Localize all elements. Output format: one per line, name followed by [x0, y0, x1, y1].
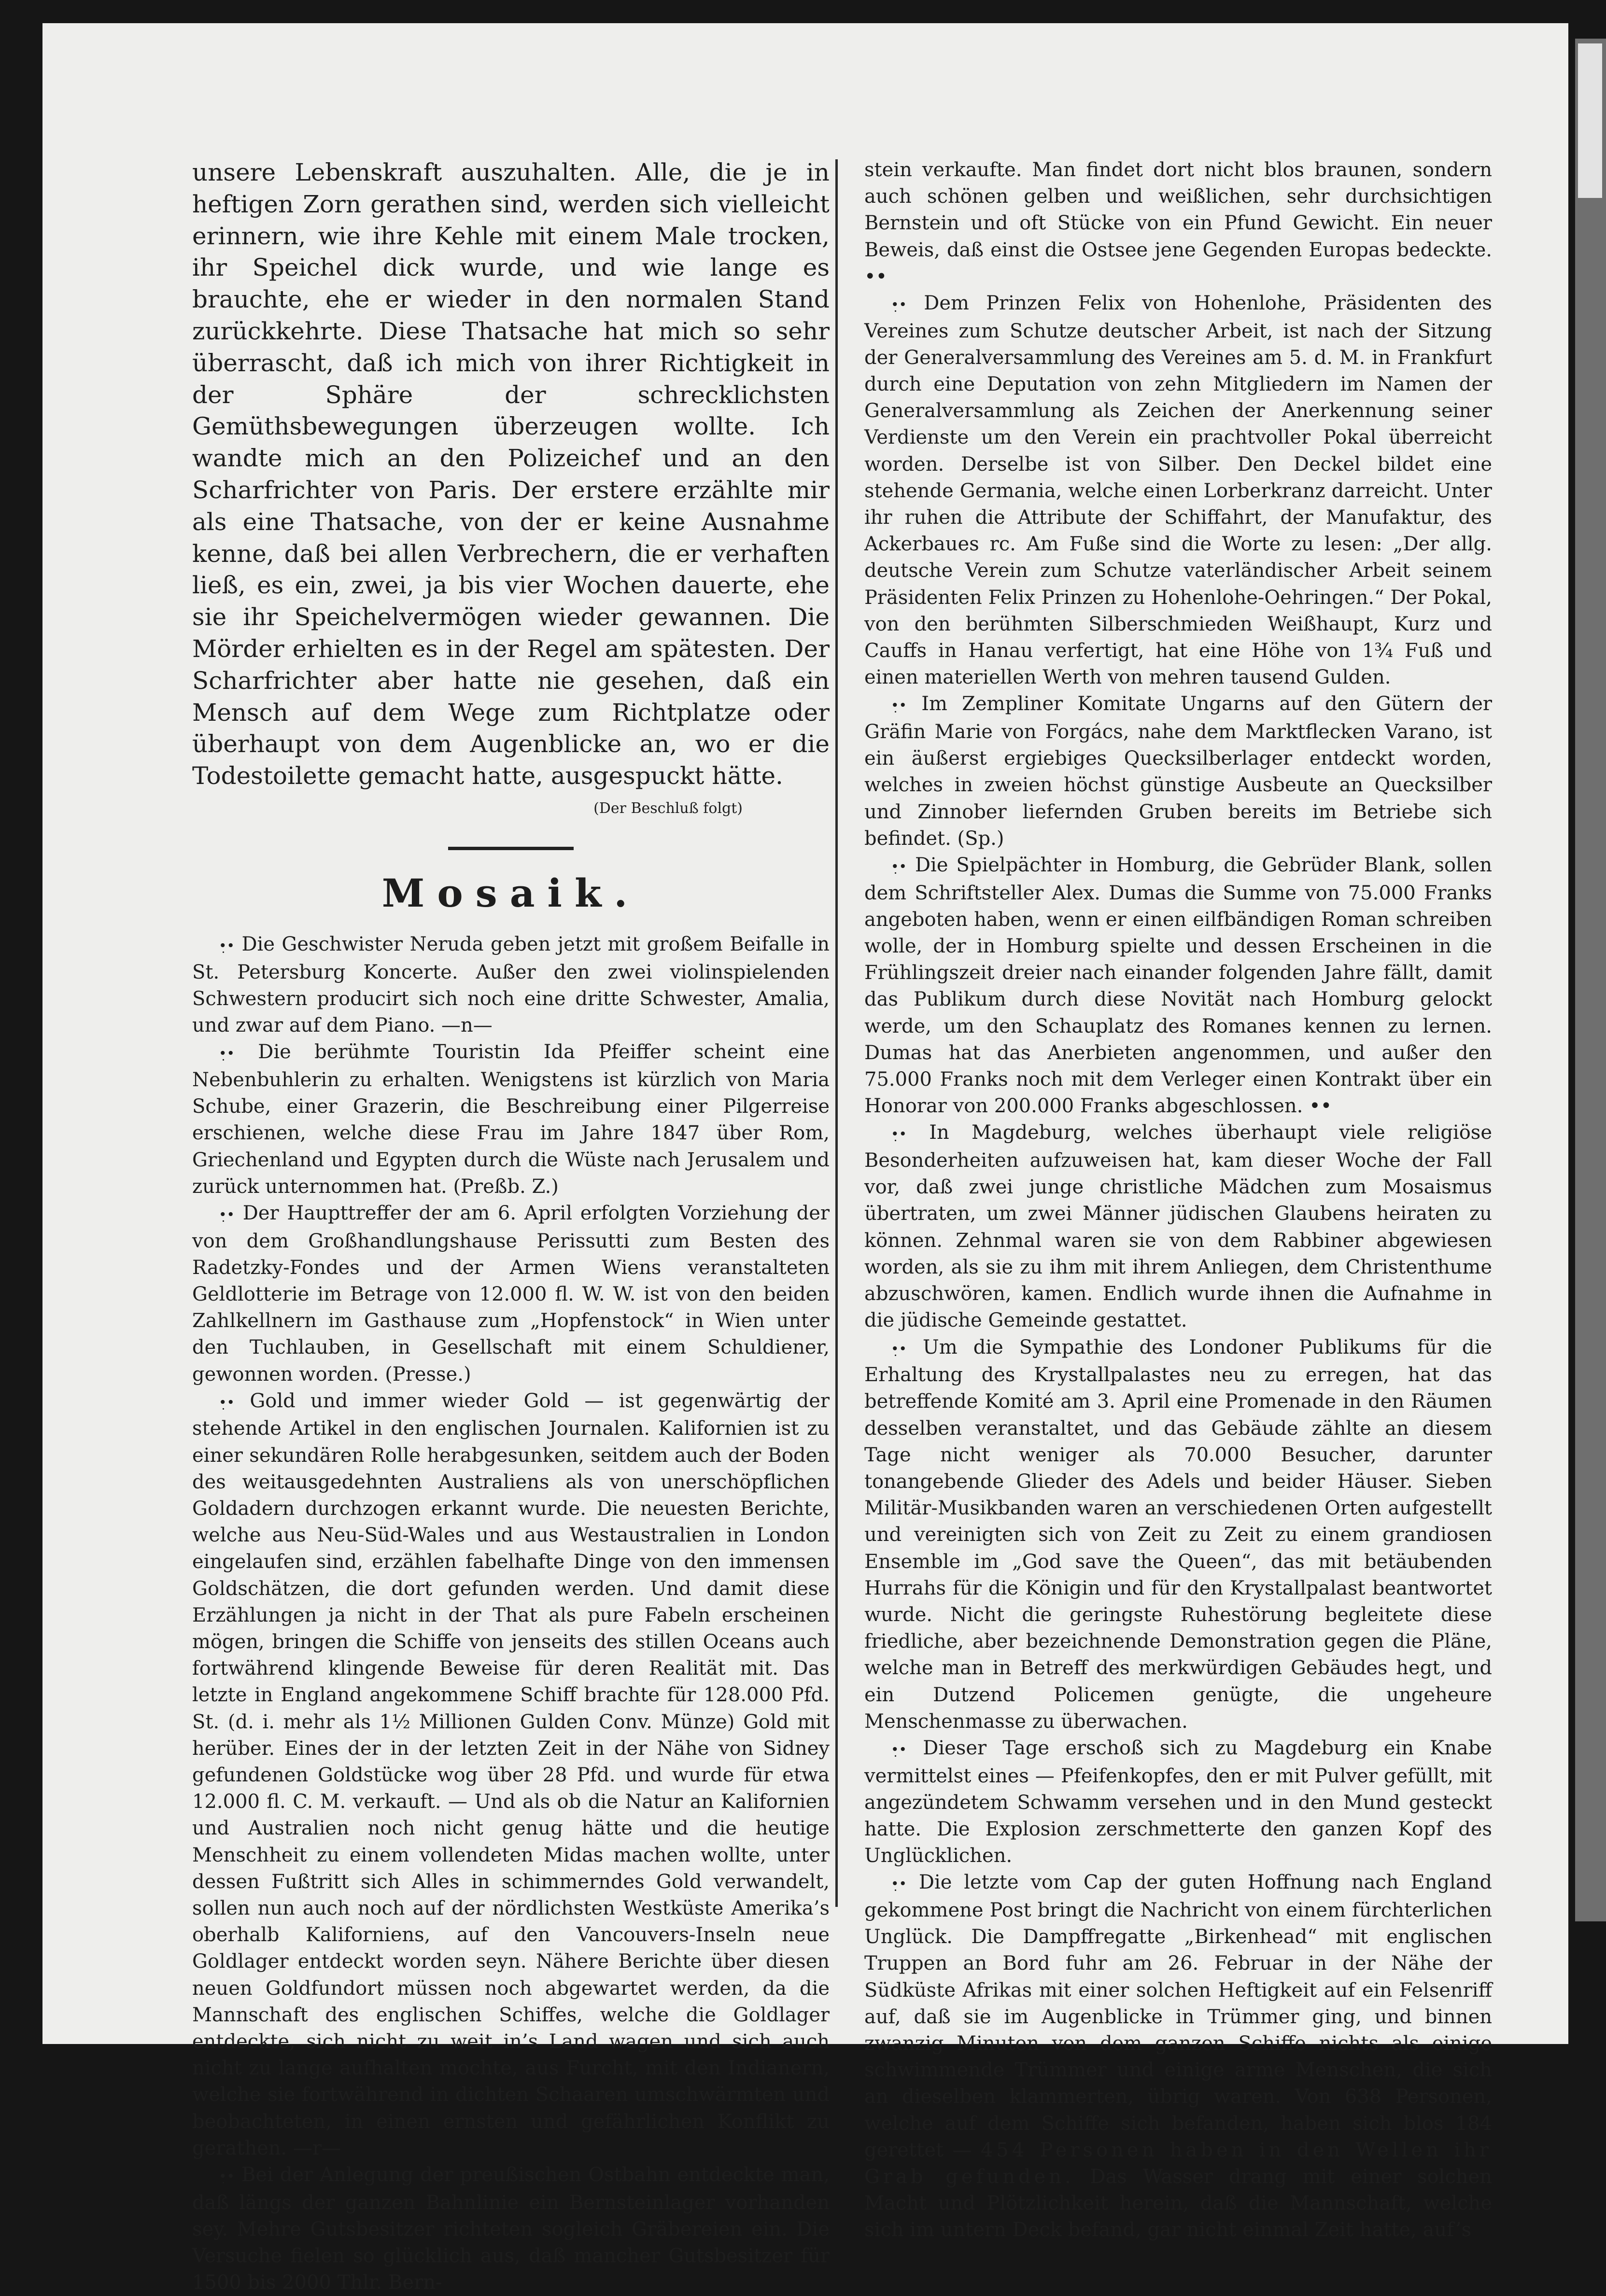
next-page-corner	[1578, 43, 1602, 198]
item-marker-icon: •̣•	[891, 1876, 907, 1892]
item-marker-icon: •̣•	[219, 2168, 235, 2184]
news-item	[192, 2162, 830, 2296]
item-marker-icon: •̣•	[891, 1126, 907, 1142]
article-continuation: unsere Lebenskraft auszuhalten. Alle, die je in heftigen Zorn gerathen sind, werden sich vielleicht erinnern, wie ihre Kehle mit einem Male trocken, ihr Speichel dick wurde, und wie lange es brauchte, ehe er wieder in den normalen Stand zurückkehrte. Diese Thatsache hat mich so sehr überrascht, daß ich mich von ihrer Richtigkeit in der Sphäre der schrecklichsten Gemüthsbewegungen überzeugen wollte. Ich wandte mich an den Polizeichef und an den Scharfrichter von Paris. Der erstere erzählte mir als eine Thatsache, von der er keine Ausnahme kenne, daß bei allen Verbrechern, die er verhaften ließ, es ein, zwei, ja bis vier Wochen dauerte, ehe sie ihr Speichelvermögen wieder gewannen. Die Mörder erhielten es in der Regel am spätesten. Der Scharfrichter aber hatte nie gesehen, daß ein Mensch auf dem Wege zum Richtplatze oder überhaupt von dem Augenblicke an, wo er die Todestoilette gemacht hatte, ausgespuckt hätte.	[192, 158, 830, 790]
news-item-source: (Preßb. Z.)	[453, 1175, 559, 1198]
news-item-source: (Sp.)	[957, 827, 1004, 850]
news-item-continuation	[864, 157, 1492, 290]
right-column	[864, 157, 1493, 2241]
news-item-text: stein verkaufte. Man findet dort nicht blos braunen, sondern auch schönen gelben und weißlichen, sehr durchsichtigen Bernstein und oft Stücke von ein Pfund Gewicht. Ein neuer Beweis, daß einst die Ostsee jene Gegenden Europas bedeckte.	[864, 159, 1492, 261]
news-item	[864, 1869, 1492, 2243]
news-item-text: Bei der Anlegung der preußischen Ostbahn entdeckte man, daß längs der ganzen Bahnlinie ein Bernsteinlager vorhanden sey. Mehre Gutsbesitzer richteten sogleich Gräbereien ein. Die Versuche fielen so glücklich aus, daß mancher Gutsbesitzer für 1500 bis 2000 Thlr. Bern-	[192, 2164, 830, 2294]
news-item-text: In Magdeburg, welches überhaupt viele religiöse Besonderheiten aufzuweisen hat, kam dieser Woche der Fall vor, daß zwei junge christliche Mädchen zum Mosaismus übertraten, um zwei Männer jüdischen Glaubens heiraten zu können. Zehnmal waren sie von dem Rabbiner abgewiesen worden, als sie zu ihm mit ihrem Anliegen, dem Christenthume abzuschwören, kamen. Endlich wurde ihnen die Aufnahme in die jüdische Gemeinde gestattet.	[864, 1121, 1493, 1332]
news-item	[864, 1334, 1492, 1735]
item-marker-icon: •̣•	[219, 1206, 235, 1223]
news-item-source: —n—	[441, 1014, 493, 1037]
section-rule	[448, 847, 574, 850]
news-item-text: Dieser Tage erschoß sich zu Magdeburg ein Knabe vermittelst eines — Pfeifenkopfes, den er mit Pulver gefüllt, mit angezündetem Schwamm versehen und in den Mund gesteckt hatte. Die Explosion zerschmetterte den ganzen Kopf des Unglücklichen.	[864, 1736, 1492, 1867]
section-heading: Mosaik.	[381, 870, 640, 916]
news-item-text: Dem Prinzen Felix von Hohenlohe, Präsidenten des Vereines zum Schutze deutscher Arbeit, ist nach der Sitzung der Generalversammlung des Vereines am 5. d. M. in Frankfurt durch eine Deputation von zehn Mitgliedern im Namen der Generalversammlung als Zeichen der Anerkennung seiner Verdienste um den Verein ein prachtvoller Pokal überreicht worden. Derselbe ist von Silber. Den Deckel bildet eine stehende Germania, welche einen Lorberkranz darreicht. Unter ihr ruhen die Attribute der Schiffahrt, der Manufaktur, des Ackerbaues rc. Am Fuße sind die Worte zu lesen: „Der allg. deutsche Verein zum Schutze vaterländischer Arbeit seinem Präsidenten Felix Prinzen zu Hohenlohe-Oehringen.“ Der Pokal, von den berühmten Silberschmieden Weißhaupt, Kurz und Cauffs in Hanau verfertigt, hat eine Höhe von 1¾ Fuß und einen materiellen Werth von mehren tausend Gulden.	[864, 292, 1492, 689]
next-page-edge	[1575, 39, 1606, 1921]
item-marker-icon: •̣•	[219, 1045, 235, 1062]
news-item	[192, 931, 830, 1039]
news-item	[864, 1735, 1492, 1869]
news-item-emphasis: 454 Personen haben in den Wellen ihr Grab gefunden.	[864, 2139, 1492, 2188]
news-item	[192, 1039, 830, 1200]
item-marker-icon: •̣•	[891, 1340, 907, 1357]
news-item-text: Die letzte vom Cap der guten Hoffnung nach England gekommene Post bringt die Nachricht von einem fürchterlichen Unglück. Die Dampffregatte „Birkenhead“ mit englischen Truppen an Bord fuhr am 26. Februar in der Nähe der Südküste Afrikas mit einer solchen Heftigkeit auf ein Felsenriff auf, daß sie im Augenblicke in Trümmer ging, und binnen zwanzig Minuten von dem ganzen Schiffe nichts als einige schwimmende Trümmer und einige arme Menschen, die sich an dieselben klammerten, übrig waren. Von 638 Personen, welche auf dem Schiffe sich befanden, haben sich blos 184 gerettet —	[864, 1871, 1492, 2161]
news-item-source: (Presse.)	[385, 1363, 471, 1386]
news-item-text: Im Zempliner Komitate Ungarns auf den Gütern der Gräfin Marie von Forgács, nahe dem Marktflecken Varano, ist ein äußerst ergiebiges Quecksilberlager entdeckt worden, welches in zweien höchst günstige Ausbeute an Quecksilber und Zinnober liefernden Gruben bereits im Betriebe sich befindet.	[864, 693, 1493, 850]
news-item-text: Die berühmte Touristin Ida Pfeiffer scheint eine Nebenbuhlerin zu erhalten. Wenigstens ist kürzlich von Maria Schube, einer Grazerin, die Beschreibung einer Pilgerreise erschienen, welche diese Frau im Jahre 1847 über Rom, Griechenland und Egypten durch die Wüste nach Jerusalem und zurück unternommen hat.	[192, 1041, 830, 1198]
news-item	[864, 290, 1492, 691]
item-marker-icon: •̣•	[219, 938, 235, 954]
left-column	[192, 157, 830, 2294]
item-marker-icon: •̣•	[891, 296, 907, 313]
news-item-source: ••	[864, 265, 888, 288]
news-item	[192, 1388, 830, 2162]
news-item	[192, 1200, 830, 1388]
news-item-text: Um die Sympathie des Londoner Publikums für die Erhaltung des Krystallpalastes neu zu erregen, hat das betreffende Komité am 3. April eine Promenade in den Räumen desselben veranstaltet, und das Gebäude zählte an diesem Tage nicht weniger als 70.000 Besucher, darunter tonangebende Glieder des Adels und beider Häuser. Sieben Militär-Musikbanden waren an verschiedenen Orten aufgestellt und vereinigten sich von Zeit zu Zeit zu einem grandiosen Ensemble im „God save the Queen“, das mit betäubenden Hurrahs für die Königin und für den Krystallpalast beantwortet wurde. Nicht die geringste Ruhestörung begleitete diese friedliche, aber bezeichnende Demonstration gegen die Pläne, welche man in Betreff des merkwürdigen Gebäudes hegt, und ein Dutzend Policemen genügte, die ungeheure Menschenmasse zu überwachen.	[864, 1336, 1493, 1733]
news-item-text: Der Haupttreffer der am 6. April erfolgten Vorziehung der von dem Großhandlungshause Perissutti zum Besten des Radetzky-Fondes und der Armen Wiens veranstalteten Geldlotterie im Betrage von 12.000 fl. W. W. ist von den beiden Zahlkellnern im Gasthause zum „Hopfenstock“ in Wien unter den Tuchlauben, in Gesellschaft mit einem Schuldiener, gewonnen worden.	[192, 1202, 830, 1386]
news-item	[864, 852, 1492, 1120]
news-item-source: ••	[1309, 1095, 1332, 1118]
news-item-source: —r—	[293, 2137, 341, 2159]
item-marker-icon: •̣•	[891, 1741, 907, 1758]
news-item-text: Die Geschwister Neruda geben jetzt mit großem Beifalle in St. Petersburg Koncerte. Außer den zwei violinspielenden Schwestern producirt sich noch eine dritte Schwester, Amalia, und zwar auf dem Piano.	[192, 933, 830, 1037]
continuation-note: (Der Beschluß folgt)	[593, 799, 743, 817]
news-item	[864, 691, 1492, 852]
news-item-text: Die Spielpächter in Homburg, die Gebrüder Blank, sollen dem Schriftsteller Alex. Dumas die Summe von 75.000 Franks angeboten haben, wenn er einen eilfbändigen Roman schreiben wolle, der in Homburg spielte und dessen Erscheinen in die Frühlingszeit dreier nach einander folgenden Jahre fällt, damit das Publikum durch diese Novität nach Homburg gelockt werde, um den Schauplatz des Romanes kennen zu lernen. Dumas hat das Anerbieten angenommen, und außer den 75.000 Franks noch mit dem Verleger einen Kontrakt über ein Honorar von 200.000 Franks abgeschlossen.	[864, 854, 1492, 1118]
news-item	[864, 1120, 1492, 1334]
item-marker-icon: •̣•	[891, 858, 907, 875]
item-marker-icon: •̣•	[891, 697, 907, 714]
news-item-text: Gold und immer wieder Gold — ist gegenwärtig der stehende Artikel in den englischen Journalen. Kalifornien ist zu einer sekundären Rolle herabgesunken, seitdem auch der Boden des weitausgedehnten Australiens als von unerschöpflichen Goldadern durchzogen erkannt wurde. Die neuesten Berichte, welche aus Neu-Süd-Wales und aus Westaustralien in London eingelaufen sind, erzählen fabelhafte Dinge von den immensen Goldschätzen, die dort gefunden werden. Und damit diese Erzählungen ja nicht in der That als pure Fabeln erscheinen mögen, bringen die Schiffe von jenseits des stillen Oceans auch fortwährend klingende Beweise für deren Realität mit. Das letzte in England angekommene Schiff brachte für 128.000 Pfd. St. (d. i. mehr als 1½ Millionen Gulden Conv. Münze) Gold mit herüber. Eines der in der letzten Zeit in der Nähe von Sidney gefundenen Goldstücke wog über 28 Pfd. und wurde für etwa 12.000 fl. C. M. verkauft. — Und als ob die Natur an Kalifornien und Australien noch nicht genug hätte und die heutige Menschheit zu einem vollendeten Midas machen wollte, unter dessen Fußtritt sich Alles in schimmerndes Gold verwandelt, sollen nun auch noch auf der nördlichsten Westküste Amerika’s oberhalb Kaliforniens, auf den Vancouvers-Inseln neue Goldlager entdeckt worden seyn. Nähere Berichte über diesen neuen Goldfundort müssen noch abgewartet werden, da die Mannschaft des englischen Schiffes, welche die Goldlager entdeckte, sich nicht zu weit in’s Land wagen und sich auch nicht zu lange aufhalten mochte, aus Furcht, mit den Indianern, welche sie fortwährend in dichten Schaaren umschwärmten und beobachteten, in einen ernsten und gefährlichen Konflikt zu gerathen.	[192, 1389, 830, 2159]
column-divider	[835, 159, 838, 1907]
news-item-text: Das Wasser drang mit einer solchen Macht und Plötzlichkeit herein, daß die Mannschaft, welche sich im untern Deck befand, gar nicht einmal Zeit hatte, auf’s	[864, 2165, 1492, 2241]
item-marker-icon: •̣•	[219, 1394, 235, 1411]
